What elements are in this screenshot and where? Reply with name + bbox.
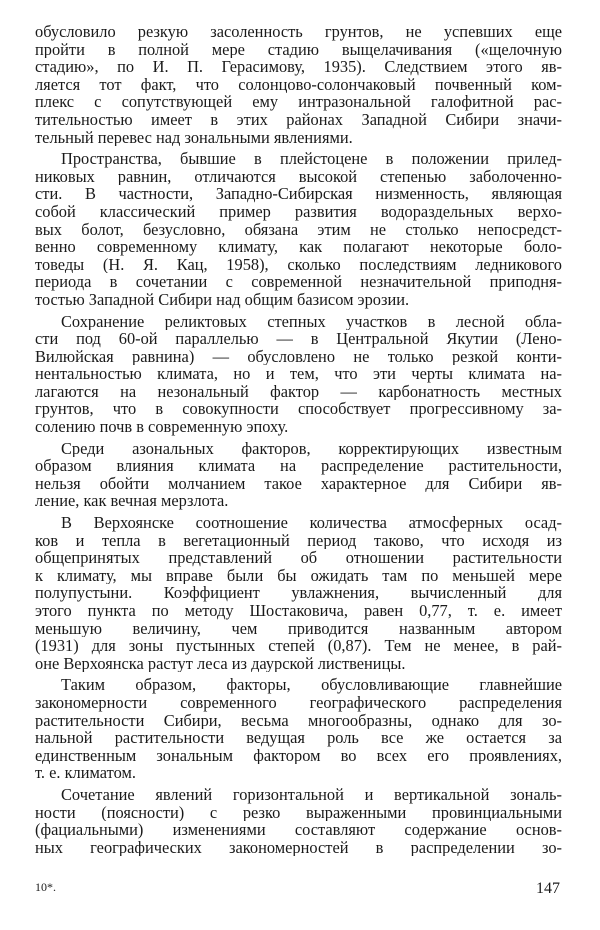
- text-line: собой классический пример развития водораздельных верхо-: [35, 202, 562, 221]
- text-line: В Верхоянске соотношение количества атмосферных осад-: [61, 514, 562, 532]
- text-line: венно современному климату, как полагают некоторые боло-: [35, 238, 562, 256]
- text-line: обусловило резкую засоленность грунтов, не успевших еще: [35, 23, 562, 41]
- text-line: ляется тот факт, что солонцово-солончаковый почвенный ком-: [35, 75, 562, 94]
- text-line: товеды (Н. Я. Кац, 1958), сколько последствиям ледникового: [35, 255, 562, 274]
- text-line: вых болот, безусловно, обязана этим не столько непосредст-: [35, 220, 562, 239]
- text-line: Вилюйская равнина) — обусловлено не только резкой конти-: [35, 347, 562, 366]
- text-line: единственным зональным фактором во всех его проявлениях,: [35, 746, 562, 765]
- text-line: нальной растительности ведущая роль все же остается за: [35, 729, 562, 747]
- text-line: лагаются на незональный фактор — карбонатность местных: [35, 382, 562, 401]
- text-line: Среди азональных факторов, корректирующих известным: [61, 439, 562, 458]
- text-line: меньшую величину, чем приводится названным автором: [35, 619, 562, 638]
- text-line: сти под 60-ой параллелью — в Центральной Якутии (Лено-: [35, 330, 562, 348]
- text-line: пройти в полной мере стадию выщелачивания («щелочную: [35, 40, 562, 59]
- text-line: полупустыни. Коэффициент увлажнения, вычисленный для: [35, 584, 562, 602]
- paragraph: [35, 150, 562, 308]
- text-line: (фациальными) изменениями составляют содержание основ-: [35, 821, 562, 839]
- text-line: растительности Сибири, весьма многообразны, однако для зо-: [35, 711, 562, 730]
- paragraph: [35, 514, 562, 672]
- text-line: нельзя обойти молчанием такое характерное для Сибири яв-: [35, 474, 562, 493]
- paragraph: [35, 676, 562, 782]
- paragraph: [35, 23, 562, 146]
- text-line: нентальностью климата, но и тем, что эти черты климата на-: [35, 365, 562, 383]
- text-line: ление, как вечная мерзлота.: [35, 492, 229, 511]
- page-body: [35, 23, 562, 856]
- paragraph: [35, 786, 562, 856]
- text-line: сти. В частности, Западно-Сибирская низменность, являющая: [35, 185, 562, 203]
- text-line: (1931) для зоны пустынных степей (0,87). Тем не менее, в рай-: [35, 637, 562, 655]
- text-line: ности (поясности) с резко выраженными провинциальными: [35, 803, 562, 822]
- text-line: стадию», по И. П. Герасимову, 1935). Следствием этого яв-: [35, 58, 562, 76]
- text-line: грунтов, что в совокупности способствует прогрессивному за-: [35, 400, 562, 419]
- paragraph: [35, 440, 562, 510]
- text-line: Сохранение реликтовых степных участков в лесной обла-: [61, 312, 562, 331]
- text-line: ных географических закономерностей в распределении зо-: [35, 838, 562, 857]
- text-line: солению почв в современную эпоху.: [35, 418, 289, 436]
- text-line: Пространства, бывшие в плейстоцене в положении прилед-: [61, 150, 562, 168]
- text-line: Таким образом, факторы, обусловливающие главнейшие: [61, 676, 562, 694]
- text-line: ков и тепла в вегетационный период таково, что исходя из: [35, 531, 562, 550]
- text-line: плекс с сопутствующей ему интразональной галофитной рас-: [35, 93, 562, 111]
- text-line: этого пункта по методу Шостаковича, равен 0,77, т. е. имеет: [35, 602, 562, 620]
- text-line: тостью Западной Сибири над общим базисом эрозии.: [35, 290, 410, 309]
- paragraph: [35, 313, 562, 436]
- text-line: тительностью имеет в этих районах Западной Сибири значи-: [35, 110, 562, 129]
- text-line: т. е. климатом.: [35, 764, 136, 782]
- text-line: периода в сочетании с современной незначительной приподня-: [35, 273, 562, 291]
- text-line: никовых равнин, отличаются высокой степенью заболоченно-: [35, 167, 562, 186]
- page-number: 147: [536, 880, 560, 897]
- text-line: закономерности современного географического распределения: [35, 693, 562, 712]
- text-line: оне Верхоянска растут леса из даурской лиственицы.: [35, 654, 406, 673]
- text-line: Сочетание явлений горизонтальной и вертикальной зональ-: [61, 785, 562, 804]
- text-line: образом влияния климата на распределение растительности,: [35, 457, 562, 475]
- text-line: тельный перевес над зональными явлениями.: [35, 128, 353, 147]
- signature-mark: 10*.: [35, 880, 56, 894]
- text-line: общепринятых представлений об отношении растительности: [35, 549, 562, 567]
- text-line: к климату, мы вправе были бы ожидать там по меньшей мере: [35, 566, 562, 585]
